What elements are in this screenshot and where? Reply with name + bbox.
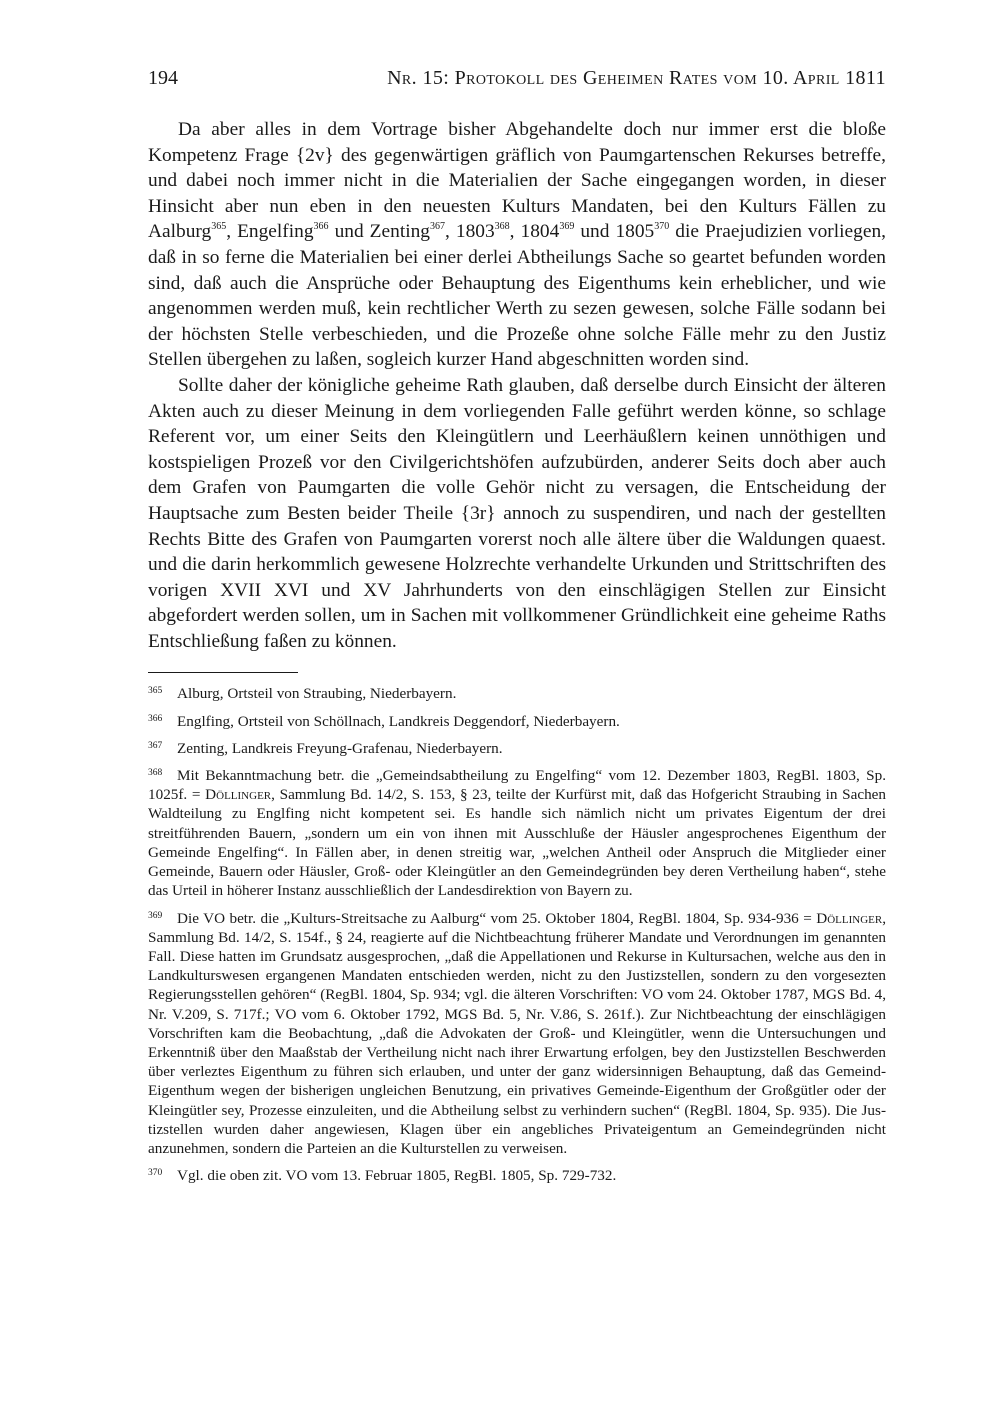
paragraph-1-text-b: , Engelfing <box>226 221 314 243</box>
footnote-text: Zenting, Landkreis Freyung-Grafenau, Niederbayern. <box>177 739 503 757</box>
footnote-ref-365[interactable]: 365 <box>211 221 227 233</box>
footnote-365: 365 Alburg, Ortsteil von Straubing, Niederbayern. <box>148 685 457 703</box>
paragraph-1-text-e: , 1804 <box>509 221 560 243</box>
footnote-text: , Sammlung Bd. 14/2, S. 153, § 23, teilte der Kurfürst mit, daß das Hofgericht Straubing in Sachen Waldteilung zu Englfing nicht kompetent sei. Es handle sich nämlich nicht um privates Eigentum der drei streitführenden Bauern, „sondern um ein von ihnen mit Ausschluße der Häusler angesprochenes Eigenthum der Gemeinde Engelfing“. In Fällen aber, in denen streitig war, „welchen Antheil oder Anspruch die Mitglieder einer Gemeinde, Bauern oder Häusler, Groß- oder Kleingütler an den Gemeindegründen bey deren Vertheilung haben“, stehe das Urteil in höherer Instanz ausschließlich der Landesdirektion von Bayern zu. <box>148 786 887 900</box>
footnote-text: Mit Bekanntmachung betr. die „Gemeindsabtheilung zu Engelfing“ vom 12. Dezember 1803, RegBl. 1803, Sp. 1025f. = <box>148 767 886 804</box>
footnote-ref-367[interactable]: 367 <box>430 221 445 233</box>
running-head <box>148 64 886 92</box>
footnote-ref-370[interactable]: 370 <box>654 221 670 233</box>
footnote-ref-368[interactable]: 368 <box>494 221 510 233</box>
footnote-ref-366[interactable]: 366 <box>313 221 329 233</box>
page-number: 194 <box>148 67 178 89</box>
paragraph-1-text-f: und 1805 <box>574 221 655 243</box>
paragraph-1 <box>148 117 886 373</box>
footnote-368: 368 Mit Bekanntmachung betr. die „Gemeindsabtheilung zu Engelfing“ vom 12. Dezember 1803, RegBl. 1803, Sp. 1025f. = Döllinger, Sammlung Bd. 14/2, S. 153, § 23, teilte der Kurfürst mit, daß das Hofgericht Straubing in Sachen Waldteilung zu Englfing nicht kompetent sei. Es handle sich nämlich nicht um privates Eigentum der drei streitführenden Bauern, „sondern um ein von ihnen mit Ausschluße der Häusler angesprochenes Eigenthum der Gemeinde Engelfing“. In Fällen aber, in denen streitig war, „welchen Antheil oder Anspruch die Mitglieder einer Gemeinde, Bauern oder Häusler, Groß- oder Kleingütler an den Gemeindegründen bey deren Vertheilung haben“, stehe das Urteil in höherer Instanz ausschließlich der Landesdirektion von Bayern zu. <box>148 767 887 900</box>
paragraph-1-text-a: Da aber alles in dem Vortrage bisher Abgehandelte doch nur immer erst die bloße Kompetenz Frage {2v} des gegenwärtigen gräflich von Paumgartenschen Rekurses betreffe, und dabei noch immer nicht in die Materialien der Sache eingegangen worden, in dieser Hinsicht aber nun eben in den neuesten Kulturs Mandaten, bei den Kulturs Fällen zu Aalburg <box>148 119 886 243</box>
footnote-text: Die VO betr. die „Kulturs-Streitsache zu Aalburg“ vom 25. Oktober 1804, RegBl. 1804, Sp. 934-936 = <box>177 909 817 927</box>
footnote-370: 370 Vgl. die oben zit. VO vom 13. Februar 1805, RegBl. 1805, Sp. 729-732. <box>148 1167 617 1185</box>
footnote-369: 369 Die VO betr. die „Kulturs-Streitsache zu Aalburg“ vom 25. Oktober 1804, RegBl. 1804, Sp. 934-936 = Döllinger, Sammlung Bd. 14/2, S. 154f., § 24, reagierte auf die Nichtbeachtung früherer Mandate und Verordnungen im genannten Fall. Diese hatten im Grundsatz ausgesprochen, „daß die Appellationen und Rekurse in Kultursachen, welche aus den in Landkulturswesen ergangenen Mandaten entschieden werden, nicht zu den Justizstellen, sondern zu den vorgesezten Regierungsstellen gehören“ (RegBl. 1804, Sp. 934; vgl. die älteren Vorschriften: VO vom 24. Oktober 1787, MGS Bd. 4, Nr. V.209, S. 717f.; VO vom 6. Oktober 1792, MGS Bd. 5, Nr. V.86, S. 261f.). Zur Nichtbeachtung der einschlägigen Vorschriften kam die Beobachtung, „daß die Advokaten der Groß- und Kleingütler, wenn die Untersuchungen und Erkenntniß über den Maaßstab der Vertheilung nicht nach ihrer Erwartung erfolgen, bey den Justizstellen Beschwerden über verleztes Eigenthum zu führen sich erlauben, und unter der ganz widersinnigen Behauptung, daß das Gemeind-Eigenthum wegen der bisherigen ungleichen Benutzung, ein privatives Gemeinde-Eigenthum der Großgütler oder der Kleingütler sey, Prozesse einzuleiten, und die Abtheilung selbst zu verhindern suchen“ (RegBl. 1804, Sp. 935). Die Justizstellen wurden daher angewiesen, Klagen über ein angebliches Privateigentum an Gemeindegründen nicht anzunehmen, sondern die Parteien an die Kulturstellen zu verweisen. <box>148 909 886 1157</box>
footnote-text: Englfing, Ortsteil von Schöllnach, Landkreis Deggendorf, Niederbayern. <box>177 712 620 730</box>
paragraph-1-text-c: und Zenting <box>328 221 430 243</box>
paragraph-2: Sollte daher der königliche geheime Rath glauben, daß derselbe durch Einsicht der älteren Akten auch zu dieser Meinung in dem vorliegenden Falle geführt werden könne, so schlage Referent vor, um einer Seits den Kleingütlern und Leerhäußlern keinen unnöthigen und kostspieligen Prozeß vor den Civilgerichtshöfen aufzubürden, anderer Seits doch aber auch dem Grafen von Paumgarten die volle Gehör nicht zu versagen, die Entscheidung der Hauptsache zum Besten beider Theile {3r} annoch zu suspendiren, und nach der gestellten Rechts Bitte des Grafen von Paumgarten vorerst noch alle ältere über die Waldungen quaest. und die darin herkommlich gewesene Holzrechte verhandelte Urkunden und Strittschriften des vorigen XVII XVI und XV Jahrhunderts von den einschlägigen Stellen zur Einsicht abgefordert werden sollen, um in Sachen mit vollkommener Gründlichkeit eine geheime Raths Entschließung faßen zu können. <box>148 374 886 652</box>
footnote-367: 367 Zenting, Landkreis Freyung-Grafenau, Niederbayern. <box>148 739 503 757</box>
author-name: Döllinger <box>816 909 883 927</box>
footnote-rule <box>148 672 298 673</box>
author-name: Döllinger <box>205 786 272 804</box>
paragraph-1-text-d: , 1803 <box>445 221 495 243</box>
main-text <box>148 117 886 654</box>
footnote-366: 366 Englfing, Ortsteil von Schöllnach, Landkreis Deggendorf, Niederbayern. <box>148 712 620 730</box>
running-title: Nr. 15: Protokoll des Geheimen Rates vom 10. April 1811 <box>387 67 886 89</box>
page <box>148 64 886 1193</box>
footnote-text: Alburg, Ortsteil von Straubing, Niederbayern. <box>177 685 457 703</box>
footnotes <box>148 684 886 1185</box>
footnote-ref-369[interactable]: 369 <box>559 221 575 233</box>
paragraph-1-text-g: die Praejudizien vorliegen, daß in so ferne die Materialien bei einer derlei Abtheilungs Sache so geartet befunden worden sind, daß auch die Ansprüche oder Behauptung des Eigenthums kein erheblicher, und wie angenommen werden muß, kein rechtlicher Werth zu sezen gewesen, solche Fälle sodann bei der höchsten Stelle verbeschieden, und die Prozeße ohne solche Fälle mehr zu den Justiz Stellen übergehen zu laßen, sogleich kurzer Hand abgeschnitten worden sind. <box>148 221 886 371</box>
footnote-text: , Sammlung Bd. 14/2, S. 154f., § 24, reagierte auf die Nichtbeachtung früherer Mandate und Verordnungen im genannten Fall. Diese hatten im Grundsatz ausgesprochen, „daß die Appellationen und Rekurse in Kultursachen, welche aus den in Landkulturswesen ergangenen Mandaten entschieden werden, nicht zu den Justizstellen, sondern zu den vorgesezten Regierungsstellen gehören“ (RegBl. 1804, Sp. 934; vgl. die älteren Vorschriften: VO vom 24. Oktober 1787, MGS Bd. 4, Nr. V.209, S. 717f.; VO vom 6. Oktober 1792, MGS Bd. 5, Nr. V.86, S. 261f.). Zur Nichtbeachtung der einschlägigen Vorschriften kam die Beobachtung, „daß die Advokaten der Groß- und Kleingütler, wenn die Untersuchungen und Erkenntniß über den Maaßstab der Vertheilung nicht nach ihrer Erwartung erfolgen, bey den Justizstellen Beschwerden über verleztes Eigenthum zu führen sich erlauben, und unter der ganz widersinnigen Behauptung, daß das Gemeind-Eigenthum wegen der bisherigen ungleichen Benutzung, ein privatives Gemeinde-Eigenthum der Großgütler oder der Kleingütler sey, Prozesse einzuleiten, und die Abtheilung selbst zu verhindern suchen“ (RegBl. 1804, Sp. 935). Die Justizstellen wurden daher angewiesen, Klagen über ein angebliches Privateigentum an Gemeindegründen nicht anzunehmen, sondern die Parteien an die Kulturstellen zu verweisen. <box>148 909 886 1157</box>
footnote-text: Vgl. die oben zit. VO vom 13. Februar 1805, RegBl. 1805, Sp. 729-732. <box>177 1167 617 1185</box>
